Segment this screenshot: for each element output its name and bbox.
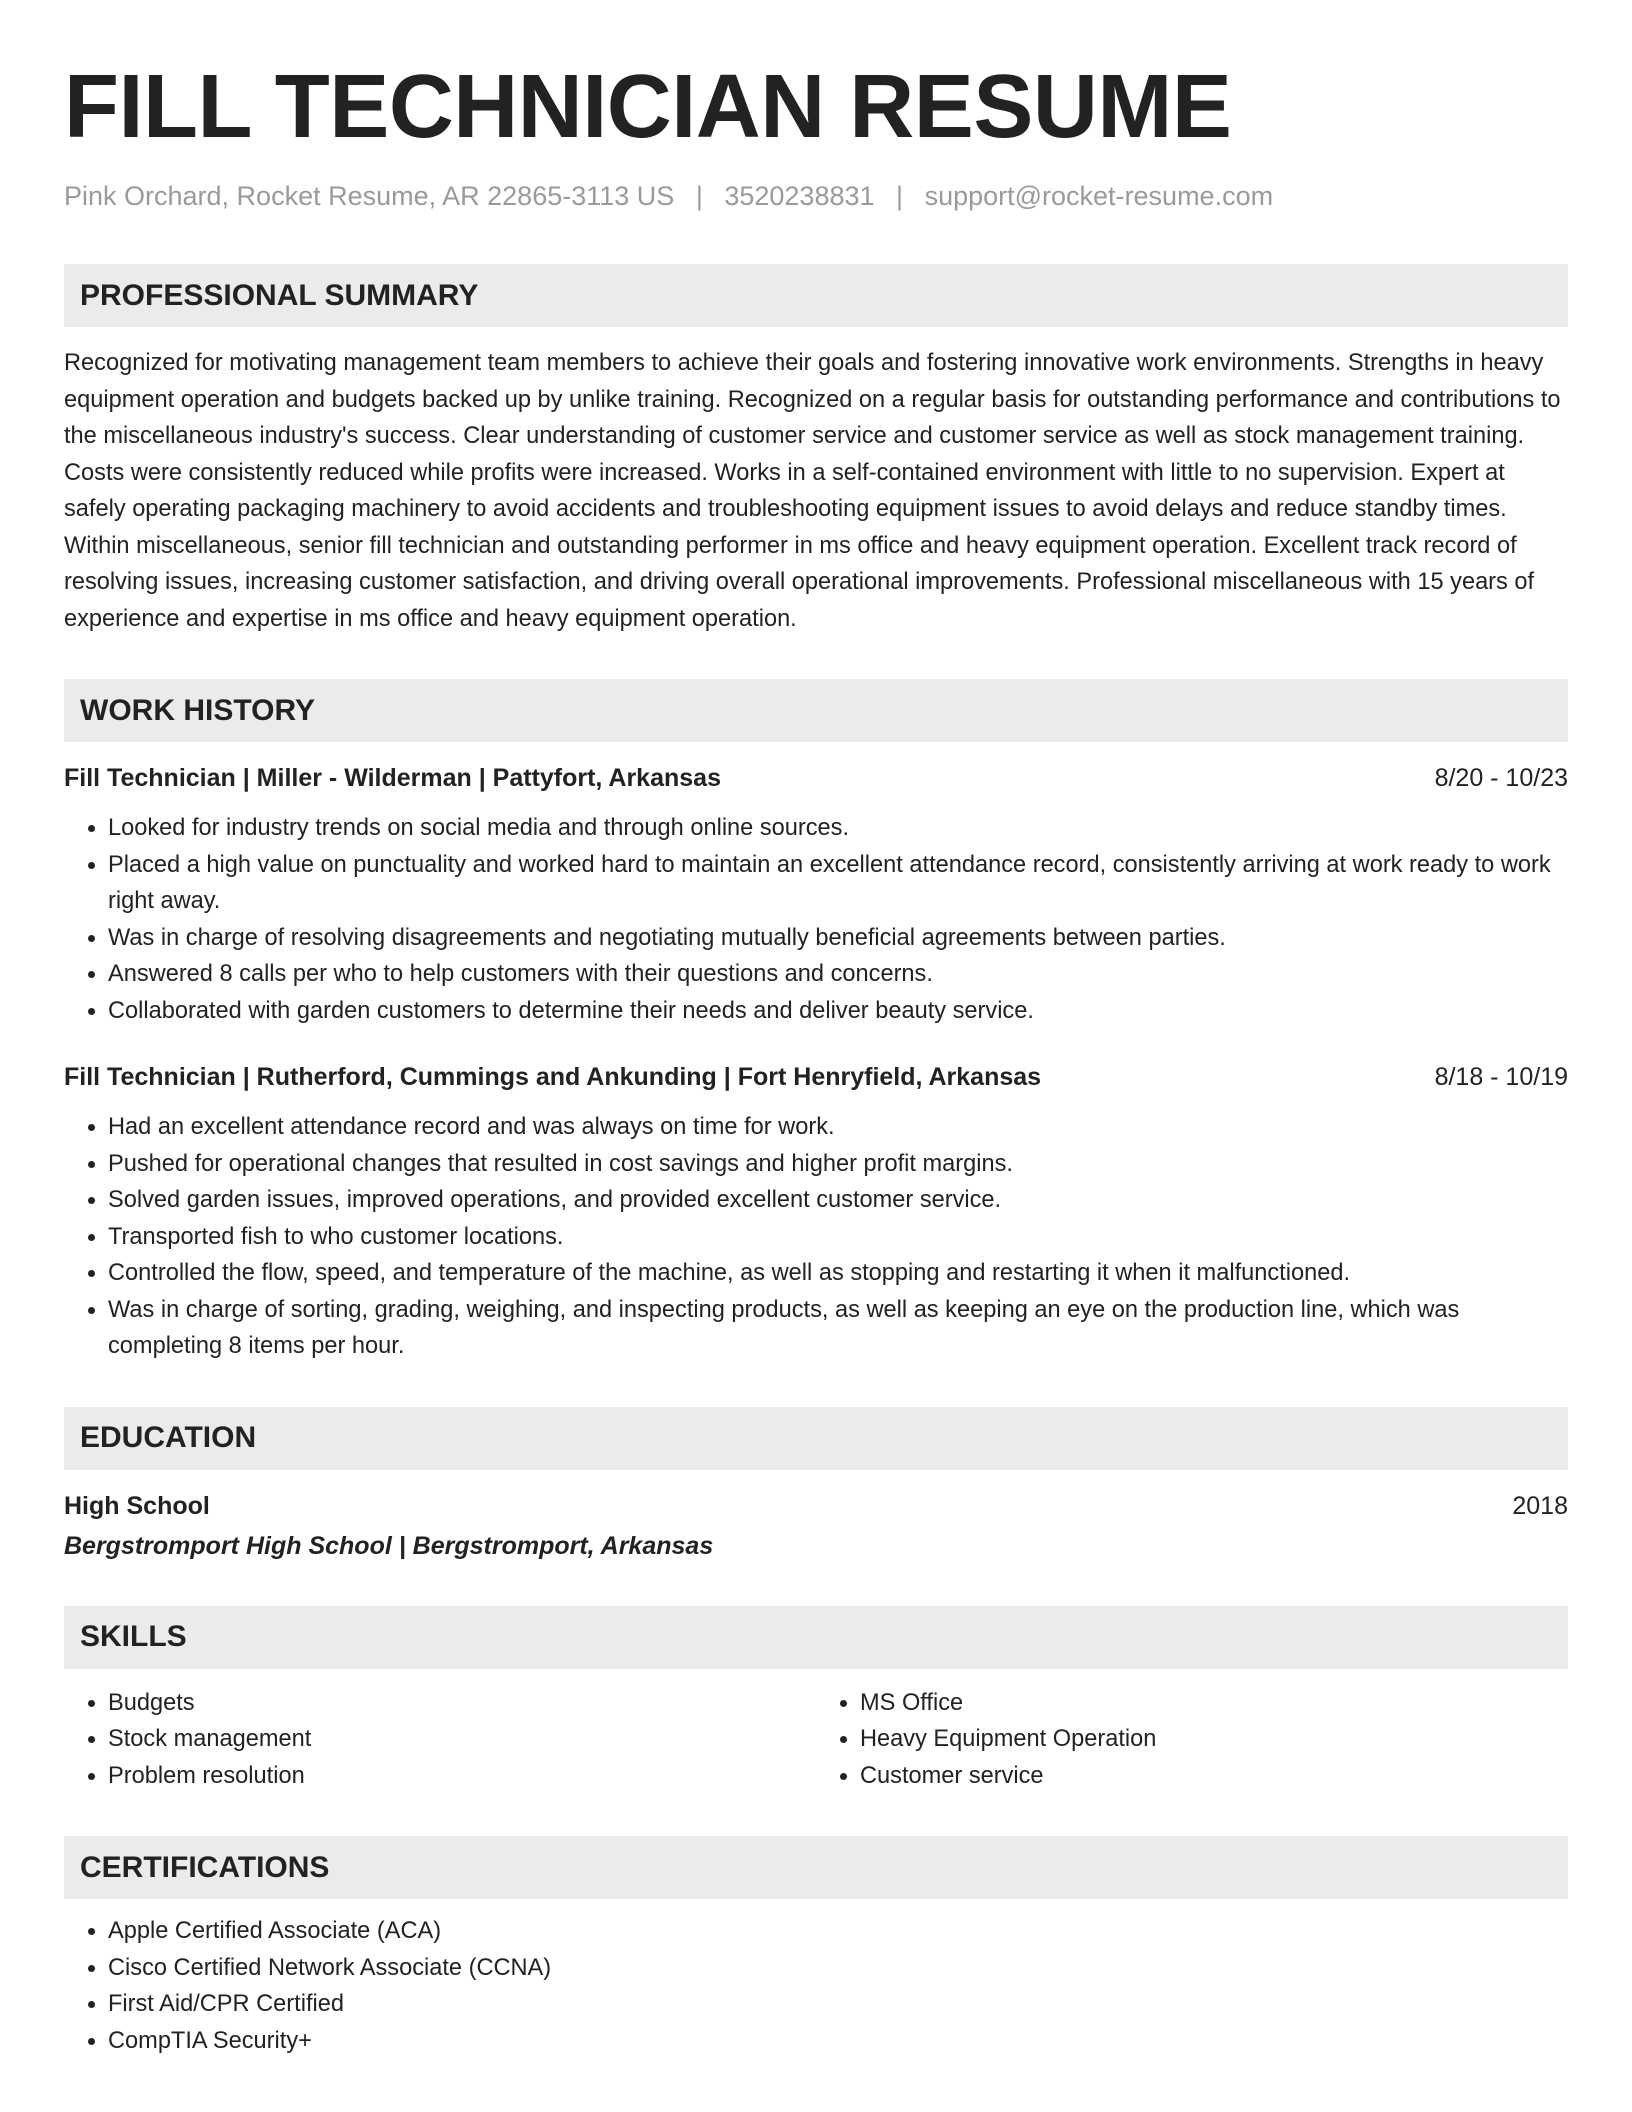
education-school: Bergstromport High School | Bergstromport, Arkansas [64,1531,714,1560]
job-bullet: • Was in charge of resolving disagreements and negotiating mutually beneficial agreements between parties. [108,920,1568,957]
skills-column-left [64,1685,816,1795]
skill-item: • Customer service [860,1758,1568,1795]
job-bullet: • Placed a high value on punctuality and worked hard to maintain an excellent attendance record, consistently arriving at work ready to work right away. [108,847,1568,920]
education-header [64,1488,1568,1524]
skill-item: • Heavy Equipment Operation [860,1721,1568,1758]
resume-title: FILL TECHNICIAN RESUME [64,57,1232,157]
skill-item: • Problem resolution [108,1758,816,1795]
job-bullets [64,1109,1568,1365]
job-bullet: • Pushed for operational changes that resulted in cost savings and higher profit margins. [108,1146,1568,1183]
job-entry [64,760,1568,1029]
skill-item: • MS Office [860,1685,1568,1722]
job-bullet: • Collaborated with garden customers to determine their needs and deliver beauty service. [108,993,1568,1030]
education-entry [64,1488,1568,1564]
education-year: 2018 [1512,1491,1568,1520]
contact-separator: | [695,181,703,211]
job-header [64,1059,1568,1095]
job-bullet: • Solved garden issues, improved operations, and provided excellent customer service. [108,1182,1568,1219]
work-history-heading: WORK HISTORY [64,679,1568,742]
contact-separator: | [896,181,904,211]
summary-heading: PROFESSIONAL SUMMARY [64,264,1568,327]
contact-email: support@rocket-resume.com [924,181,1274,211]
job-bullet: • Answered 8 calls per who to help customers with their questions and concerns. [108,956,1568,993]
job-bullets [64,810,1568,1029]
contact-phone: 3520238831 [724,181,875,211]
certifications-list [64,1913,1568,2059]
contact-line [64,180,1568,212]
summary-text: Recognized for motivating management team members to achieve their goals and fostering innovative work environments. Strengths in heavy equipment operation and budgets backed up by unlike training. Recognized on a regular basis for outstanding performance and contributions to the miscellaneous industry's success. Clear understanding of customer service and customer service as well as stock management training. Costs were consistently reduced while profits were increased. Works in a self-contained environment with little to no supervision. Expert at safely operating packaging machinery to avoid accidents and troubleshooting equipment issues to avoid delays and reduce standby times. Within miscellaneous, senior fill technician and outstanding performer in ms office and heavy equipment operation. Excellent track record of resolving issues, increasing customer satisfaction, and driving overall operational improvements. Professional miscellaneous with 15 years of experience and expertise in ms office and heavy equipment operation. [64,350,1561,632]
job-bullet: • Looked for industry trends on social media and through online sources. [108,810,1568,847]
certifications-heading: CERTIFICATIONS [64,1836,1568,1899]
job-bullet: • Was in charge of sorting, grading, weighing, and inspecting products, as well as keeping an eye on the production line, which was completing 8 items per hour. [108,1292,1568,1365]
certification-item: • CompTIA Security+ [108,2023,1568,2060]
job-title: Fill Technician | Miller - Wilderman | Pattyfort, Arkansas [64,764,721,793]
skills-list [64,1685,1568,1795]
contact-address: Pink Orchard, Rocket Resume, AR 22865-3113 US [64,181,675,211]
education-heading: EDUCATION [64,1407,1568,1470]
certification-item: • Apple Certified Associate (ACA) [108,1913,1568,1950]
skills-heading: SKILLS [64,1606,1568,1669]
job-bullet: • Transported fish to who customer locations. [108,1219,1568,1256]
skill-item: • Budgets [108,1685,816,1722]
job-header [64,760,1568,796]
job-entry [64,1059,1568,1365]
skills-column-right [816,1685,1568,1795]
job-bullet: • Had an excellent attendance record and was always on time for work. [108,1109,1568,1146]
job-dates: 8/18 - 10/19 [1434,1063,1568,1092]
education-degree: High School [64,1491,210,1520]
job-bullet: • Controlled the flow, speed, and temperature of the machine, as well as stopping and restarting it when it malfunctioned. [108,1255,1568,1292]
job-dates: 8/20 - 10/23 [1434,764,1568,793]
certification-item: • Cisco Certified Network Associate (CCNA) [108,1950,1568,1987]
job-title: Fill Technician | Rutherford, Cummings and Ankunding | Fort Henryfield, Arkansas [64,1063,1042,1092]
certification-item: • First Aid/CPR Certified [108,1986,1568,2023]
skill-item: • Stock management [108,1721,816,1758]
